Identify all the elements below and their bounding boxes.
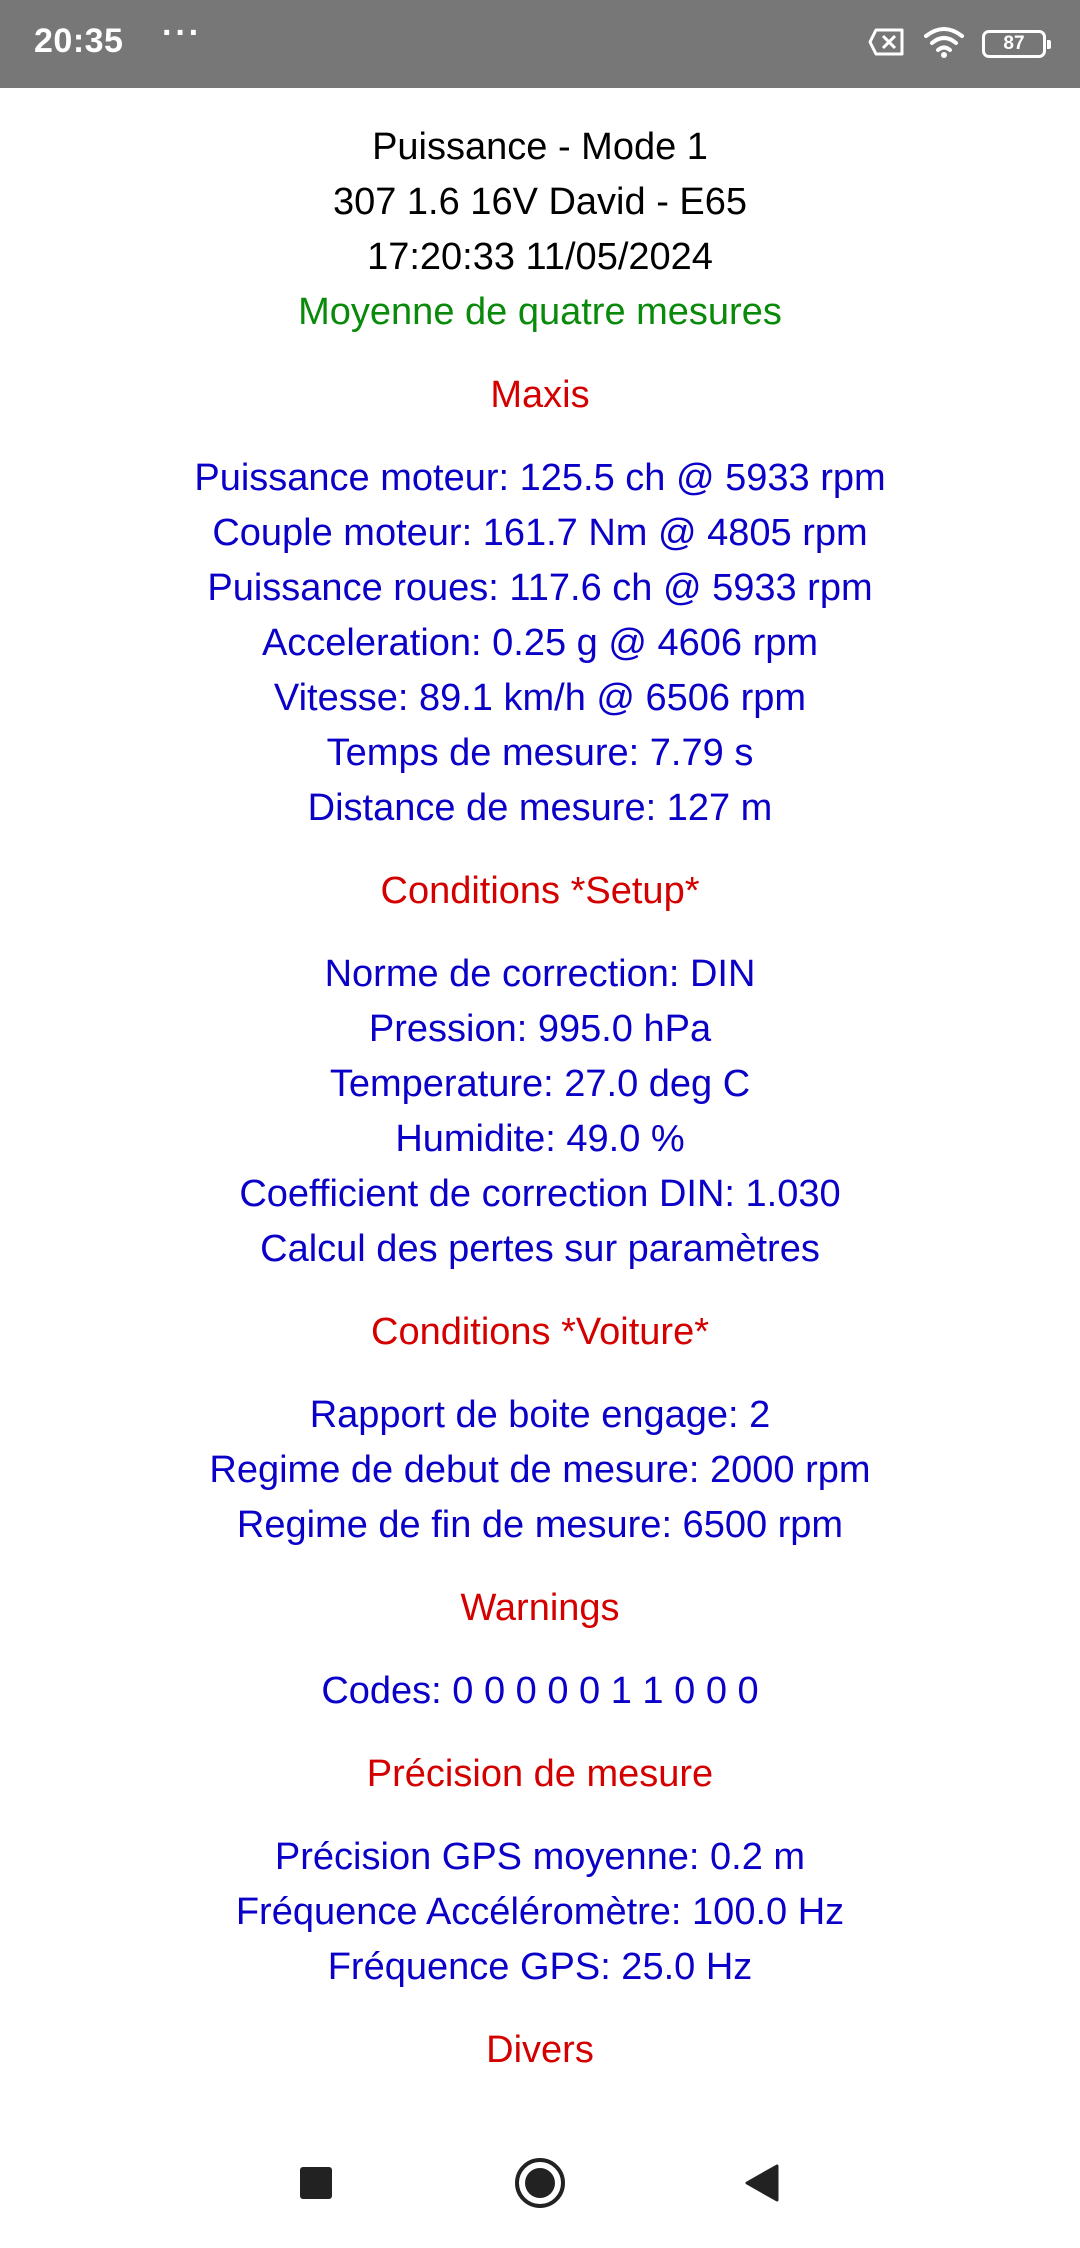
report-datetime: 17:20:33 11/05/2024 — [367, 236, 713, 278]
section-heading-warnings: Warnings — [460, 1587, 620, 1629]
voiture-line: Rapport de boite engage: 2 — [309, 1394, 771, 1436]
vehicle-name: 307 1.6 16V David - E65 — [332, 181, 748, 223]
setup-line: Temperature: 27.0 deg C — [329, 1063, 751, 1105]
voiture-line: Regime de debut de mesure: 2000 rpm — [209, 1449, 871, 1491]
average-note: Moyenne de quatre mesures — [298, 291, 782, 333]
warning-codes: Codes: 0 0 0 0 0 1 1 0 0 0 — [321, 1670, 759, 1712]
section-heading-divers: Divers — [486, 2029, 594, 2071]
back-triangle-icon[interactable] — [727, 2148, 797, 2218]
status-icons — [868, 22, 1046, 66]
report-title: Puissance - Mode 1 — [372, 126, 708, 168]
maxis-line: Temps de mesure: 7.79 s — [326, 732, 754, 774]
wifi-icon — [924, 26, 964, 63]
report-content[interactable] — [0, 88, 1080, 2118]
precision-line: Précision GPS moyenne: 0.2 m — [274, 1836, 806, 1878]
sim-off-icon — [868, 28, 906, 61]
maxis-line: Distance de mesure: 127 m — [307, 787, 773, 829]
precision-line: Fréquence GPS: 25.0 Hz — [327, 1946, 753, 1988]
setup-line: Norme de correction: DIN — [324, 953, 756, 995]
setup-line: Pression: 995.0 hPa — [368, 1008, 712, 1050]
more-notifications-icon: ··· — [162, 14, 202, 52]
section-heading-precision: Précision de mesure — [366, 1753, 714, 1795]
voiture-line: Regime de fin de mesure: 6500 rpm — [236, 1504, 844, 1546]
setup-line: Coefficient de correction DIN: 1.030 — [239, 1173, 841, 1215]
setup-line: Calcul des pertes sur paramètres — [260, 1228, 820, 1270]
battery-icon — [982, 30, 1046, 58]
maxis-line: Vitesse: 89.1 km/h @ 6506 rpm — [273, 677, 807, 719]
maxis-line: Couple moteur: 161.7 Nm @ 4805 rpm — [212, 512, 868, 554]
home-circle-icon[interactable] — [505, 2148, 575, 2218]
navigation-bar — [0, 2118, 1080, 2248]
status-bar — [0, 0, 1080, 88]
recents-square-icon[interactable] — [281, 2148, 351, 2218]
status-time: 20:35 — [34, 22, 124, 60]
maxis-line: Puissance moteur: 125.5 ch @ 5933 rpm — [194, 457, 886, 499]
section-heading-maxis: Maxis — [490, 374, 590, 416]
precision-line: Fréquence Accéléromètre: 100.0 Hz — [235, 1891, 845, 1933]
maxis-line: Puissance roues: 117.6 ch @ 5933 rpm — [207, 567, 873, 609]
battery-level: 87 — [1003, 33, 1025, 54]
section-heading-conditions-voiture: Conditions *Voiture* — [371, 1311, 709, 1353]
section-heading-conditions-setup: Conditions *Setup* — [380, 870, 700, 912]
setup-line: Humidite: 49.0 % — [395, 1118, 685, 1160]
maxis-line: Acceleration: 0.25 g @ 4606 rpm — [261, 622, 819, 664]
